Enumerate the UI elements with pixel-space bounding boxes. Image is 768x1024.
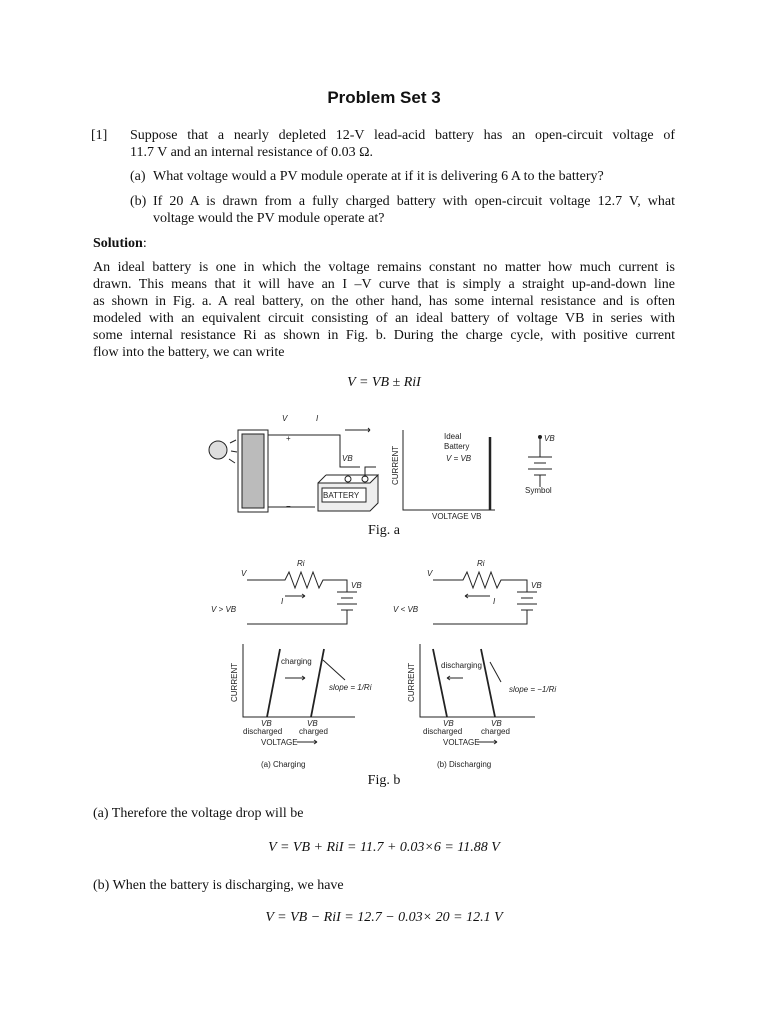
fig-a-voltage-axis-label: VOLTAGE VB xyxy=(432,512,482,521)
left-i-label: I xyxy=(281,597,284,606)
left-condition-label: V > VB xyxy=(211,605,237,614)
solution-heading: Solution: xyxy=(93,236,147,251)
fig-b-caption: Fig. b xyxy=(367,773,401,788)
paragraph-line-4: modeled with an equivalent circuit consisting of an ideal battery of voltage VB in series with xyxy=(93,311,675,326)
figure-b xyxy=(205,552,575,774)
right-vb-charged: VB xyxy=(491,719,502,728)
paragraph-line-5: some internal resistance Ri as shown in Fig. b. During the charge cycle, with positive current xyxy=(93,328,675,343)
paragraph-line-6: flow into the battery, we can write xyxy=(93,345,285,360)
right-charged-label: charged xyxy=(481,727,510,736)
left-charged-label: charged xyxy=(299,727,328,736)
paragraph-line-2: drawn. This means that it will have an I –V curve that is simply a straight up-and-down line xyxy=(93,277,675,292)
right-vb-label: VB xyxy=(531,581,542,590)
charging-caption: (a) Charging xyxy=(261,760,306,769)
paragraph-line-3: as shown in Fig. a. A real battery, on the other hand, has some internal resistance and is often xyxy=(93,294,675,309)
discharging-label: discharging xyxy=(441,661,482,670)
problem-number: [1] xyxy=(91,128,108,143)
problem-stem-line1: Suppose that a nearly depleted 12-V lead-acid battery has an open-circuit voltage of xyxy=(130,128,675,143)
left-voltage-axis-label: VOLTAGE xyxy=(261,738,298,747)
part-a-answer-text: (a) Therefore the voltage drop will be xyxy=(93,806,304,821)
part-b-label: (b) xyxy=(130,194,147,209)
left-ri-label: Ri xyxy=(297,559,305,568)
slope-negative-label: slope = −1/Ri xyxy=(509,685,557,694)
equation-main: V = VB ± RiI xyxy=(347,375,421,390)
right-vb-discharged: VB xyxy=(443,719,454,728)
part-a-equation: V = VB + RiI = 11.7 + 0.03×6 = 11.88 V xyxy=(268,840,500,855)
right-condition-label: V < VB xyxy=(393,605,419,614)
left-vb-label: VB xyxy=(351,581,362,590)
figure-a xyxy=(200,405,570,525)
right-voltage-axis-label: VOLTAGE xyxy=(443,738,480,747)
fig-a-plus: + xyxy=(286,434,291,443)
battery-label: BATTERY xyxy=(323,491,360,500)
ideal-label-3: V = VB xyxy=(446,454,472,463)
left-discharged-label: discharged xyxy=(243,727,283,736)
right-i-label: I xyxy=(493,597,496,606)
part-b-question-line1: If 20 A is drawn from a fully charged battery with open-circuit voltage 12.7 V, what xyxy=(153,194,675,209)
fig-a-current-axis-label: CURRENT xyxy=(391,445,400,485)
left-current-axis-label: CURRENT xyxy=(230,662,239,702)
right-ri-label: Ri xyxy=(477,559,485,568)
part-b-question-line2: voltage would the PV module operate at? xyxy=(153,211,385,226)
right-current-axis-label: CURRENT xyxy=(407,662,416,702)
sun-icon xyxy=(209,441,227,459)
left-vb-charged: VB xyxy=(307,719,318,728)
paragraph-line-1: An ideal battery is one in which the voltage remains constant no matter how much current is xyxy=(93,260,675,275)
charging-label: charging xyxy=(281,657,312,666)
right-discharged-label: discharged xyxy=(423,727,463,736)
fig-a-i-label: I xyxy=(316,414,319,423)
part-a-label: (a) xyxy=(130,169,146,184)
part-a-question: What voltage would a PV module operate at if it is delivering 6 A to the battery? xyxy=(153,169,604,184)
fig-a-caption: Fig. a xyxy=(368,523,400,538)
ideal-label-1: Ideal xyxy=(444,432,462,441)
left-vb-discharged: VB xyxy=(261,719,272,728)
left-v-label: V xyxy=(241,569,247,578)
part-b-equation: V = VB − RiI = 12.7 − 0.03× 20 = 12.1 V xyxy=(265,910,503,925)
symbol-label: Symbol xyxy=(525,486,552,495)
fig-a-vb-label: VB xyxy=(342,454,353,463)
fig-a-v-label: V xyxy=(282,414,288,423)
problem-stem-line2: 11.7 V and an internal resistance of 0.03 Ω. xyxy=(130,145,374,160)
right-v-label: V xyxy=(427,569,433,578)
slope-positive-label: slope = 1/Ri xyxy=(329,683,372,692)
symbol-vb-label: VB xyxy=(544,434,555,443)
page-title: Problem Set 3 xyxy=(327,88,441,107)
discharging-caption: (b) Discharging xyxy=(437,760,492,769)
fig-a-minus: − xyxy=(286,502,291,511)
ideal-label-2: Battery xyxy=(444,442,470,451)
part-b-answer-text: (b) When the battery is discharging, we have xyxy=(93,878,344,893)
